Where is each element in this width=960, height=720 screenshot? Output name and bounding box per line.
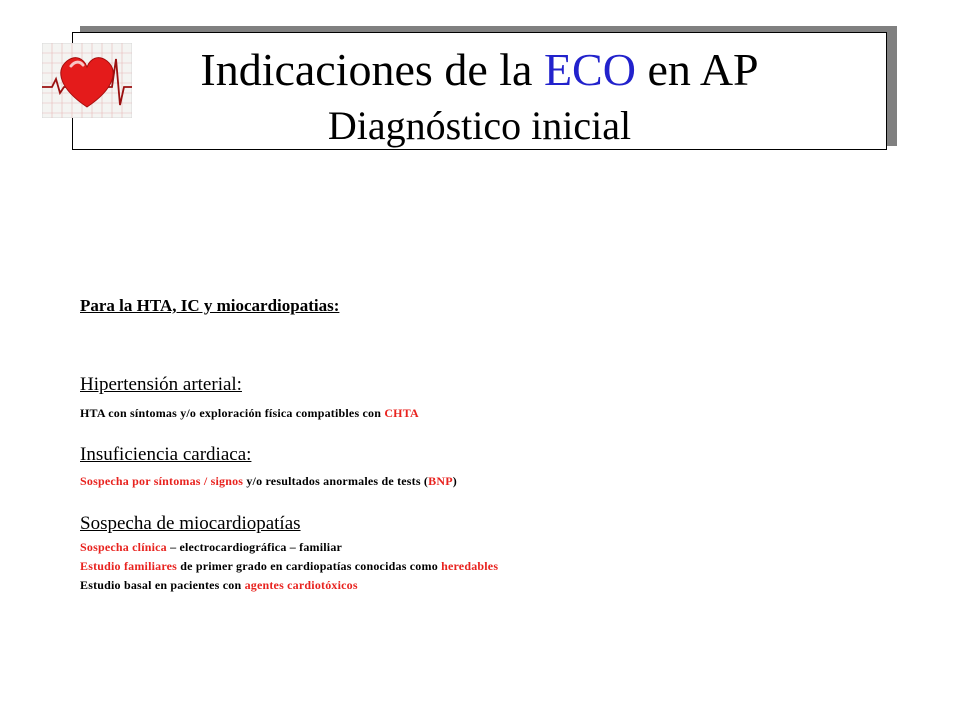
mio-line1-red: Sospecha clínica <box>80 540 167 554</box>
mio-line-1 <box>80 540 342 555</box>
ic-line-text2: ) <box>452 474 457 488</box>
ic-line-red1: Sospecha por síntomas / signos <box>80 474 244 488</box>
hta-title: Hipertensión arterial: <box>80 374 242 395</box>
ic-line-text1: y/o resultados anormales de tests ( <box>243 474 429 488</box>
mio-line2-red2: heredables <box>441 559 499 573</box>
title-accent: ECO <box>543 44 636 95</box>
section-heading: Para la HTA, IC y miocardiopatias: <box>80 296 340 315</box>
title-part1: Indicaciones de la <box>200 44 544 95</box>
mio-line3-text: Estudio basal en pacientes con <box>80 578 245 592</box>
mio-line2-text: de primer grado en cardiopatías conocidas como <box>177 559 442 573</box>
page-subtitle: Diagnóstico inicial <box>327 103 632 148</box>
hta-line-red: CHTA <box>384 406 419 420</box>
hta-line <box>80 406 419 421</box>
mio-line2-red: Estudio familiares <box>80 559 178 573</box>
mio-title: Sospecha de miocardiopatías <box>80 513 301 534</box>
mio-line3-red: agentes cardiotóxicos <box>244 578 358 592</box>
title-part2: en AP <box>635 44 759 95</box>
ic-line <box>80 474 457 489</box>
hta-line-text: HTA con síntomas y/o exploración física compatibles con <box>80 406 385 420</box>
heart-ecg-graphic <box>42 43 132 118</box>
page-title <box>73 39 886 101</box>
mio-line-2 <box>80 559 498 574</box>
title-box <box>72 32 887 150</box>
ic-title: Insuficiencia cardiaca: <box>80 444 252 465</box>
heart-ecg-icon <box>42 43 132 118</box>
ic-line-red2: BNP <box>428 474 453 488</box>
mio-line-3 <box>80 578 358 593</box>
mio-line1-text: – electrocardiográfica – familiar <box>166 540 343 554</box>
